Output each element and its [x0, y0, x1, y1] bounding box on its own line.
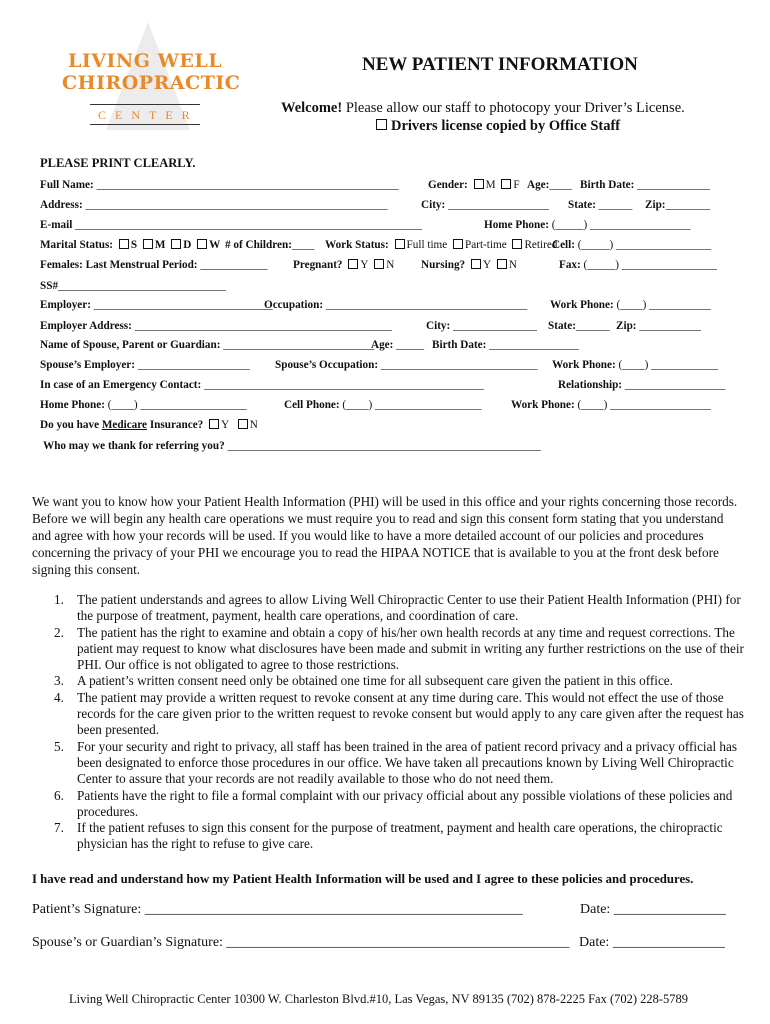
spouse-work-phone-field[interactable] [552, 359, 718, 371]
employer-city-label: City: [426, 320, 451, 332]
nursing-n-label: N [508, 259, 517, 271]
consent-item-number: 2. [54, 624, 64, 640]
medicare-word: Medicare [101, 419, 148, 431]
marital-status-label: Marital Status: [40, 239, 114, 251]
employer-zip-line[interactable]: ___________ [639, 320, 701, 332]
home-phone-line[interactable]: (_____) __________________ [551, 219, 691, 231]
part-time-label: Part-time [465, 239, 507, 251]
consent-item-number: 7. [54, 820, 64, 836]
medicare-prefix: Do you have [40, 419, 102, 431]
guardian-date-field[interactable] [579, 935, 725, 951]
emergency-cell-phone-field[interactable] [284, 399, 481, 411]
email-field[interactable] [40, 219, 422, 231]
employer-state-label: State: [548, 320, 576, 332]
welcome-bold: Welcome! [281, 100, 343, 116]
lmp-field[interactable] [40, 259, 267, 271]
patient-date-label: Date: [580, 902, 611, 917]
license-copied-line [376, 118, 620, 135]
consent-item-number: 1. [54, 592, 64, 607]
consent-intro: We want you to know how your Patient Health Information (PHI) will be used in this office and your rights concerning those records. Before we will begin any health care operations we must require you to read and sign this consent form stating that you understand and agree with how your records will be used. If you would like to have a more detailed account of our policies and procedures concerning the privacy of your PHI we encourage you to read the HIPAA NOTICE that is available to you at the front desk before signing this consent. [32, 494, 738, 577]
lmp-label: Females: Last Menstrual Period: [40, 259, 198, 271]
patient-signature-label: Patient’s Signature: [32, 902, 142, 917]
state-label: State: [568, 199, 596, 211]
zip-line[interactable]: ________ [665, 199, 711, 211]
welcome-body: Please allow our staff to photocopy your Driver’s License. [342, 100, 685, 116]
license-copied-checkbox[interactable] [376, 119, 387, 130]
employer-label: Employer: [40, 299, 91, 311]
footer-contact: Living Well Chiropractic Center 10300 W. Charleston Blvd.#10, Las Vegas, NV 89135 (702) 878-2225 Fax (702) 228-5789 [69, 992, 689, 1006]
fax-label: Fax: [559, 259, 581, 271]
emergency-home-phone-line[interactable]: (____) ___________________ [107, 399, 247, 411]
pregnant-n-label: N [386, 259, 395, 271]
patient-date-field[interactable] [580, 902, 726, 918]
consent-item-number: 6. [54, 787, 64, 803]
gender-m-label: M [485, 179, 496, 191]
guardian-birth-date-line[interactable]: ________________ [489, 339, 579, 351]
spouse-occupation-field[interactable] [275, 359, 538, 371]
guardian-birth-date-field[interactable] [432, 339, 579, 351]
home-phone-field[interactable] [484, 219, 691, 231]
consent-item [54, 788, 744, 821]
spouse-employer-field[interactable] [40, 359, 250, 371]
consent-item-number: 3. [54, 673, 64, 689]
occupation-line[interactable]: ____________________________________ [325, 299, 528, 311]
consent-item-number: 5. [54, 738, 64, 754]
guardian-birth-date-label: Birth Date: [432, 339, 487, 351]
full-time-label: Full time [406, 239, 448, 251]
guardian-signature-line[interactable]: _________________________________________________ [226, 935, 570, 950]
nursing-label: Nursing? [421, 259, 466, 271]
logo-line-1: LIVING WELL [68, 50, 223, 72]
medicare-field [40, 419, 258, 431]
guardian-signature-field[interactable] [32, 935, 569, 951]
city-field[interactable] [421, 199, 549, 211]
work-status-field [325, 239, 557, 251]
guardian-date-label: Date: [579, 935, 610, 950]
patient-signature-field[interactable] [32, 902, 523, 918]
relationship-label: Relationship: [558, 379, 623, 391]
zip-label: Zip: [645, 199, 666, 211]
employer-zip-field[interactable] [616, 320, 701, 332]
state-field[interactable] [568, 199, 632, 211]
spouse-work-phone-label: Work Phone: [552, 359, 616, 371]
fax-field[interactable] [559, 259, 717, 271]
referral-line[interactable]: ________________________________________________________ [227, 440, 541, 452]
pregnant-field [293, 259, 394, 271]
employer-city-line[interactable]: _______________ [453, 320, 537, 332]
retired-label: Retired [524, 239, 558, 251]
state-line[interactable]: ______ [598, 199, 633, 211]
occupation-field[interactable] [264, 299, 527, 311]
email-line[interactable]: ______________________________________________________________ [75, 219, 422, 231]
medicare-y-checkbox[interactable] [209, 419, 219, 429]
address-field[interactable] [40, 199, 388, 211]
children-label: # of Children: [225, 239, 292, 251]
emergency-work-phone-field[interactable] [511, 399, 711, 411]
ss-line[interactable]: ______________________________ [58, 280, 226, 292]
spouse-work-phone-line[interactable]: (____) ____________ [618, 359, 719, 371]
consent-item [54, 739, 744, 788]
home-phone-label: Home Phone: [484, 219, 549, 231]
work-status-label: Work Status: [325, 239, 389, 251]
zip-field[interactable] [645, 199, 710, 211]
full-time-checkbox[interactable] [395, 239, 405, 249]
emergency-contact-label: In case of an Emergency Contact: [40, 379, 202, 391]
emergency-work-phone-line[interactable]: (____) __________________ [577, 399, 711, 411]
age-field[interactable] [527, 179, 572, 191]
spouse-employer-label: Spouse’s Employer: [40, 359, 135, 371]
spouse-employer-line[interactable]: ____________________ [137, 359, 250, 371]
emergency-contact-field[interactable] [40, 379, 484, 391]
retired-checkbox[interactable] [512, 239, 522, 249]
pregnant-y-checkbox[interactable] [348, 259, 358, 269]
email-label: E-mail [40, 219, 73, 231]
pregnant-y-label: Y [360, 259, 369, 271]
spouse-occupation-line[interactable]: ____________________________ [380, 359, 538, 371]
logo-rule-bottom [90, 124, 200, 125]
marital-status-field [40, 239, 220, 251]
marital-d-checkbox[interactable] [171, 239, 181, 249]
nursing-y-label: Y [482, 259, 492, 271]
ss-label: SS# [40, 280, 59, 292]
marital-s-checkbox[interactable] [119, 239, 129, 249]
children-field[interactable] [225, 239, 314, 251]
pregnant-label: Pregnant? [293, 259, 343, 271]
guardian-signature-label: Spouse’s or Guardian’s Signature: [32, 935, 223, 950]
emergency-home-phone-label: Home Phone: [40, 399, 105, 411]
consent-item-text: The patient may provide a written request to revoke consent at any time during care. This would not effect the use of those records for the care given prior to the written request to revoke consent but would apply to any care given after the request has been presented. [77, 689, 744, 738]
full-name-field[interactable] [40, 179, 399, 191]
address-label: Address: [40, 199, 83, 211]
nursing-y-checkbox[interactable] [471, 259, 481, 269]
cell-field[interactable] [552, 239, 711, 251]
emergency-home-phone-field[interactable] [40, 399, 247, 411]
birth-date-field[interactable] [580, 179, 710, 191]
guardian-date-line[interactable]: ________________ [612, 935, 725, 950]
medicare-n-label: N [249, 419, 258, 431]
consent-item-text: The patient has the right to examine and obtain a copy of his/her own health records at any time and request corrections. The patient may request to know what disclosures have been made and submit in writing any further restrictions on the use of their PHI. Our office is not obligated to agree to those restrictions. [77, 624, 744, 673]
gender-f-checkbox[interactable] [501, 179, 511, 189]
marital-s-label: S [130, 239, 138, 251]
relationship-line[interactable]: __________________ [624, 379, 726, 391]
guardian-age-label: Age: [371, 339, 394, 351]
agreement-statement: I have read and understand how my Patient Health Information will be used and I agree to these policies and procedures. [32, 872, 694, 886]
employer-city-field[interactable] [426, 320, 537, 332]
patient-signature-line[interactable]: ______________________________________________________ [144, 902, 523, 917]
logo-rule-top [90, 104, 200, 105]
guardian-name-line[interactable]: ___________________________ [223, 339, 375, 351]
city-label: City: [421, 199, 446, 211]
address-line[interactable]: ______________________________________________________ [85, 199, 388, 211]
consent-item-text: If the patient refuses to sign this consent for the purpose of treatment, payment and health care operations, the chiropractic physician has the right to refuse to give care. [77, 820, 723, 852]
employer-address-label: Employer Address: [40, 320, 132, 332]
logo-line-2: CHIROPRACTIC [62, 72, 241, 94]
lmp-line[interactable]: ____________ [200, 259, 268, 271]
consent-item-text: The patient understands and agrees to allow Living Well Chiropractic Center to use their Patient Health Information (PHI) for the purpose of treatment, payment, health care operations, and coordination of care. [77, 592, 741, 624]
birth-date-label: Birth Date: [580, 179, 635, 191]
fax-line[interactable]: (_____) _________________ [583, 259, 717, 271]
logo-line-3: CENTER [98, 108, 199, 122]
consent-item [54, 673, 744, 689]
consent-item-text: A patient’s written consent need only be obtained one time for all subsequent care given the patient in this office. [77, 673, 673, 689]
gender-label: Gender: [428, 179, 468, 191]
license-copied-label: Drivers license copied by Office Staff [391, 118, 621, 134]
gender-f-label: F [513, 179, 520, 191]
employer-state-line[interactable]: ______ [575, 320, 610, 332]
gender-field [428, 179, 520, 191]
emergency-contact-line[interactable]: __________________________________________________ [204, 379, 484, 391]
employer-line[interactable]: ________________________________ [93, 299, 273, 311]
nursing-n-checkbox[interactable] [497, 259, 507, 269]
cell-line[interactable]: (_____) _________________ [577, 239, 712, 251]
practice-logo [40, 22, 270, 132]
consent-item [54, 690, 744, 739]
consent-item [54, 625, 744, 674]
full-name-label: Full Name: [40, 179, 94, 191]
guardian-age-field[interactable] [371, 339, 424, 351]
work-phone-field[interactable] [550, 299, 711, 311]
emergency-work-phone-label: Work Phone: [511, 399, 575, 411]
welcome-text [281, 100, 685, 117]
consent-item-text: For your security and right to privacy, all staff has been trained in the area of patient record privacy and a privacy official has been designated to enforce those procedures in our office. We have taken all precautions known by Living Well Chiropractic Center to assure that your records are not readily available to those who do not need them. [77, 738, 737, 787]
employer-field[interactable] [40, 299, 273, 311]
employer-zip-label: Zip: [616, 320, 637, 332]
occupation-label: Occupation: [264, 299, 324, 311]
spouse-occupation-label: Spouse’s Occupation: [275, 359, 379, 371]
consent-item [54, 820, 744, 853]
medicare-suffix: Insurance? [147, 419, 204, 431]
age-label: Age: [527, 179, 550, 191]
medicare-y-label: Y [221, 419, 230, 431]
city-line[interactable]: __________________ [448, 199, 549, 211]
consent-item-text: Patients have the right to file a formal complaint with our privacy official about any possible violations of these policies and procedures. [77, 787, 733, 819]
form-title: NEW PATIENT INFORMATION [362, 54, 638, 75]
employer-state-field[interactable] [548, 320, 610, 332]
print-clearly-heading: PLEASE PRINT CLEARLY. [40, 156, 196, 170]
consent-list [54, 592, 744, 853]
medicare-n-checkbox[interactable] [238, 419, 248, 429]
marital-w-label: W [209, 239, 221, 251]
consent-item-number: 4. [54, 689, 64, 705]
referral-field[interactable] [43, 440, 541, 452]
marital-m-label: M [154, 239, 166, 251]
children-line[interactable]: ____ [291, 239, 315, 251]
referral-label: Who may we thank for referring you? [43, 440, 225, 452]
cell-label: Cell: [552, 239, 575, 251]
birth-date-line[interactable]: _____________ [637, 179, 710, 191]
employer-address-line[interactable]: ______________________________________________ [134, 320, 393, 332]
guardian-name-field[interactable] [40, 339, 374, 351]
ss-field[interactable] [40, 280, 226, 292]
relationship-field[interactable] [558, 379, 726, 391]
patient-date-line[interactable]: ________________ [613, 902, 726, 917]
pregnant-n-checkbox[interactable] [374, 259, 384, 269]
age-line[interactable]: ____ [549, 179, 572, 191]
work-phone-label: Work Phone: [550, 299, 614, 311]
employer-address-field[interactable] [40, 320, 392, 332]
guardian-name-label: Name of Spouse, Parent or Guardian: [40, 339, 221, 351]
marital-w-checkbox[interactable] [197, 239, 207, 249]
marital-m-checkbox[interactable] [143, 239, 153, 249]
marital-d-label: D [183, 239, 192, 251]
emergency-cell-phone-label: Cell Phone: [284, 399, 340, 411]
part-time-checkbox[interactable] [453, 239, 463, 249]
gender-m-checkbox[interactable] [474, 179, 484, 189]
consent-item [54, 592, 744, 625]
full-name-line[interactable]: ______________________________________________________ [96, 179, 399, 191]
nursing-field [421, 259, 517, 271]
emergency-cell-phone-line[interactable]: (____) ___________________ [342, 399, 482, 411]
work-phone-line[interactable]: (____) ___________ [616, 299, 711, 311]
guardian-age-line[interactable]: _____ [396, 339, 425, 351]
